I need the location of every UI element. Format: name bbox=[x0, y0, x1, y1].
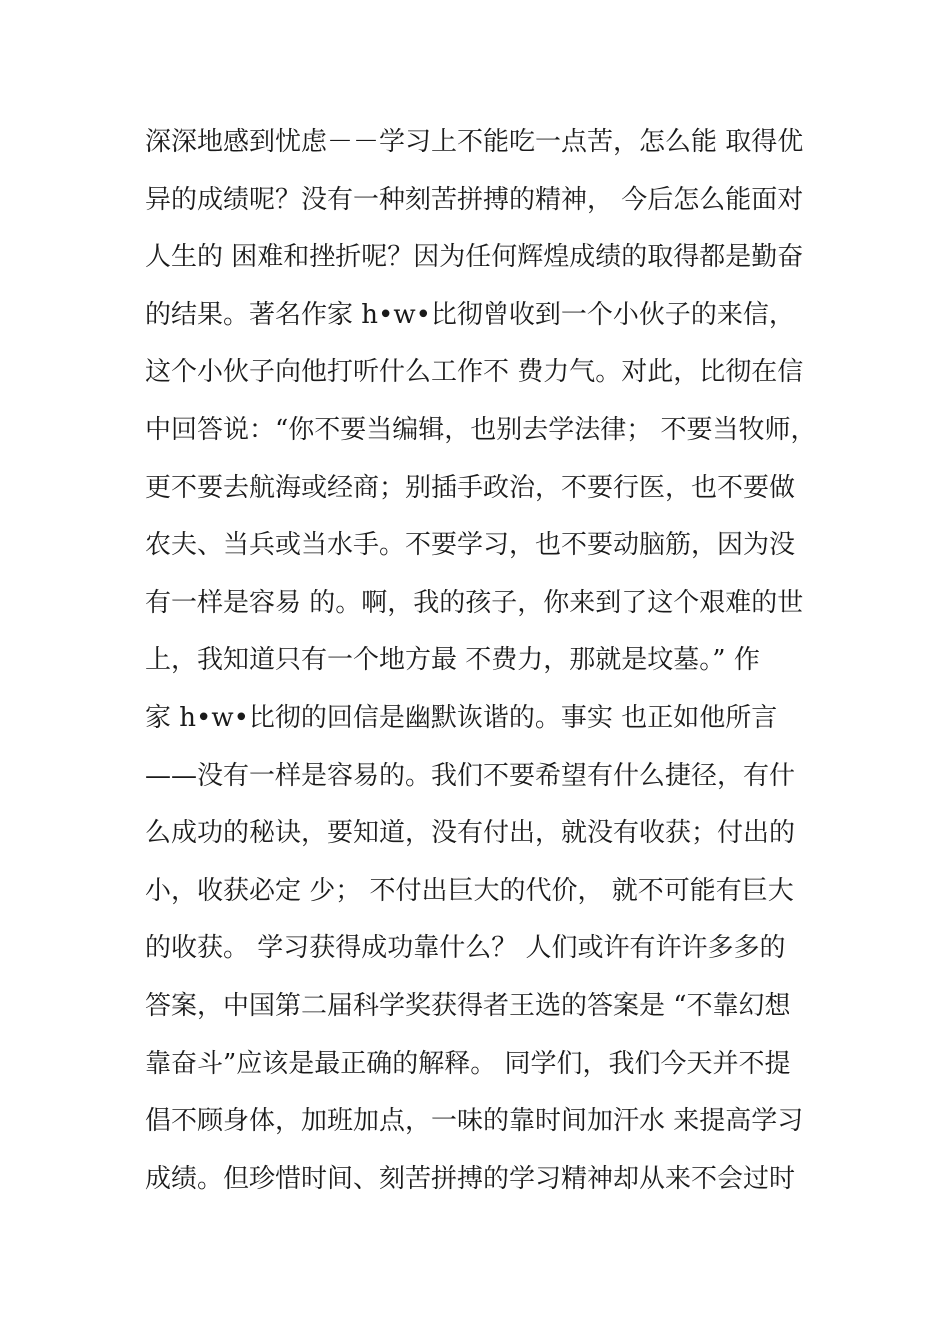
body-text bbox=[145, 120, 825, 1214]
text-line: 答案，中国第二届科学奖获得者王选的答案是 “不靠幻想 bbox=[145, 990, 791, 1021]
text-line: 异的成绩呢？没有一种刻苦拼搏的精神， 今后怎么能面对 bbox=[145, 184, 804, 215]
text-line: 中回答说：“你不要当编辑，也别去学法律； 不要当牧师， bbox=[145, 414, 817, 445]
text-line: 更不要去航海或经商；别插手政治，不要行医，也不要做 bbox=[145, 472, 796, 503]
text-line: 倡不顾身体，加班加点，一味的靠时间加汗水 来提高学习 bbox=[145, 1106, 804, 1137]
text-line: 农夫、当兵或当水手。不要学习，也不要动脑筋，因为没 bbox=[145, 530, 796, 561]
text-line: 深深地感到忧虑－－学习上不能吃一点苦，怎么能 取得优 bbox=[145, 127, 804, 157]
text-line: 有一样是容易 的。啊，我的孩子，你来到了这个艰难的世 bbox=[145, 587, 804, 618]
text-line: 这个小伙子向他打听什么工作不 费力气。对此，比彻在信 bbox=[145, 357, 804, 388]
text-line: 家 h•w•比彻的回信是幽默诙谐的。事实 也正如他所言 bbox=[145, 702, 778, 733]
text-line: 小，收获必定 少； 不付出巨大的代价， 就不可能有巨大 bbox=[145, 875, 794, 906]
text-line: 上，我知道只有一个地方最 不费力，那就是坟墓。” 作 bbox=[145, 645, 760, 676]
text-line: 么成功的秘诀，要知道，没有付出，就没有收获；付出的 bbox=[145, 818, 796, 849]
text-line: 的收获。 学习获得成功靠什么？ 人们或许有许许多多的 bbox=[145, 933, 786, 964]
text-line: 靠奋斗”应该是最正确的解释。 同学们，我们今天并不提 bbox=[145, 1048, 791, 1079]
text-line: ——没有一样是容易的。我们不要希望有什么捷径，有什 bbox=[145, 760, 796, 791]
text-line: 的结果。著名作家 h•w•比彻曾收到一个小伙子的来信， bbox=[145, 299, 795, 330]
text-line: 成绩。但珍惜时间、刻苦拼搏的学习精神却从来不会过时 bbox=[145, 1163, 796, 1194]
text-line: 人生的 困难和挫折呢？因为任何辉煌成绩的取得都是勤奋 bbox=[145, 242, 804, 273]
